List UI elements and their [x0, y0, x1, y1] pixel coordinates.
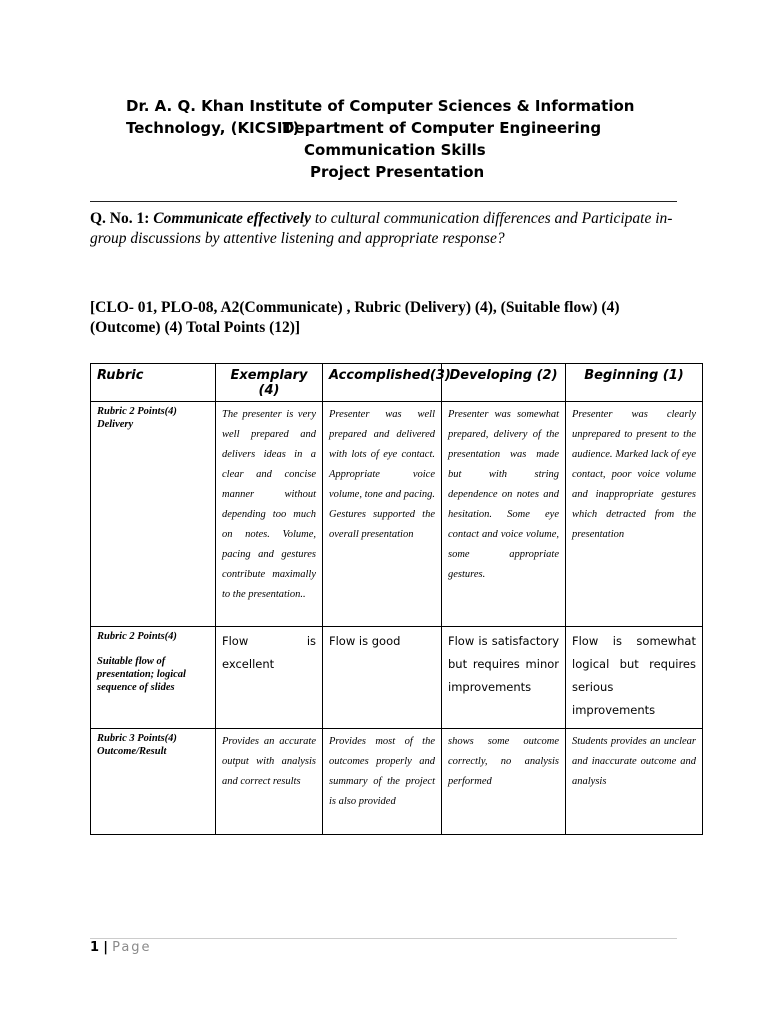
header-beginning: Beginning (1) — [566, 364, 703, 402]
table-row — [91, 402, 703, 627]
header-developing: Developing (2) — [442, 364, 566, 402]
question-text — [90, 209, 680, 249]
page-number: 1 — [90, 940, 100, 955]
beginning-cell: Students provides an unclear and inaccurate outcome and analysis — [566, 729, 703, 835]
developing-cell: Presenter was somewhat prepared, delivery of the presentation was made but with string dependence on notes and hesitation. Some eye contact and voice volume, some appropriate gestures. — [442, 402, 566, 627]
rubric-points: Rubric 2 Points(4) — [97, 631, 177, 642]
rubric-cell — [91, 627, 216, 729]
rubric-criterion: Outcome/Result — [97, 746, 167, 757]
rubric-cell — [91, 402, 216, 627]
accomplished-cell: Presenter was well prepared and delivered with lots of eye contact. Appropriate voice volume, tone and pacing. Gestures supported the overall presentation — [323, 402, 442, 627]
exemplary-cell: The presenter is very well prepared and delivers ideas in a clear and concise manner without depending too much on notes. Volume, pacing and gestures contribute maximally to the presentation.. — [216, 402, 323, 627]
table-row — [91, 627, 703, 729]
beginning-cell: Presenter was clearly unprepared to present to the audience. Marked lack of eye contact, poor voice volume and inappropriate gestures which detracted from the presentation — [566, 402, 703, 627]
page-label: Page — [112, 940, 152, 955]
beginning-cell: Flow is somewhat logical but requires serious improvements — [566, 627, 703, 729]
footer-rule — [90, 938, 677, 939]
department-name: Department of Computer Engineering — [282, 119, 602, 137]
header-accomplished: Accomplished(3) — [323, 364, 442, 402]
document-title: Project Presentation — [310, 163, 485, 181]
table-row — [91, 729, 703, 835]
rubric-points: Rubric 3 Points(4) — [97, 733, 177, 744]
header-exemplary: Exemplary (4) — [216, 364, 323, 402]
footer-separator: | — [103, 940, 108, 955]
rubric-cell — [91, 729, 216, 835]
clo-line: [CLO- 01, PLO-08, A2(Communicate) , Rubric (Delivery) (4), (Suitable flow) (4) (Outcome) (4) Total Points (12)] — [90, 299, 620, 336]
question-body: to cultural communication differences and Participate in-group discussions by attentive listening and appropriate response? — [90, 210, 673, 247]
developing-cell: shows some outcome correctly, no analysis performed — [442, 729, 566, 835]
institute-name: Dr. A. Q. Khan Institute of Computer Sciences & Information Technology, (KICSIT) — [126, 97, 635, 137]
page-footer — [90, 940, 152, 955]
accomplished-cell: Flow is good — [323, 627, 442, 729]
rubric-criterion: Delivery — [97, 419, 134, 430]
header-rubric: Rubric — [91, 364, 216, 402]
table-header-row — [91, 364, 703, 402]
exemplary-cell: Flow is excellent — [216, 627, 323, 729]
course-name: Communication Skills — [304, 141, 486, 159]
developing-cell: Flow is satisfactory but requires minor improvements — [442, 627, 566, 729]
separator-rule — [90, 201, 677, 202]
rubric-points: Rubric 2 Points(4) — [97, 406, 177, 417]
question-emphasis: Communicate effectively — [153, 210, 311, 227]
question-number: Q. No. 1: — [90, 210, 150, 227]
exemplary-cell: Provides an accurate output with analysis and correct results — [216, 729, 323, 835]
accomplished-cell: Provides most of the outcomes properly and summary of the project is also provided — [323, 729, 442, 835]
rubric-table — [90, 363, 703, 835]
rubric-criterion: Suitable flow of presentation; logical sequence of slides — [97, 656, 186, 693]
